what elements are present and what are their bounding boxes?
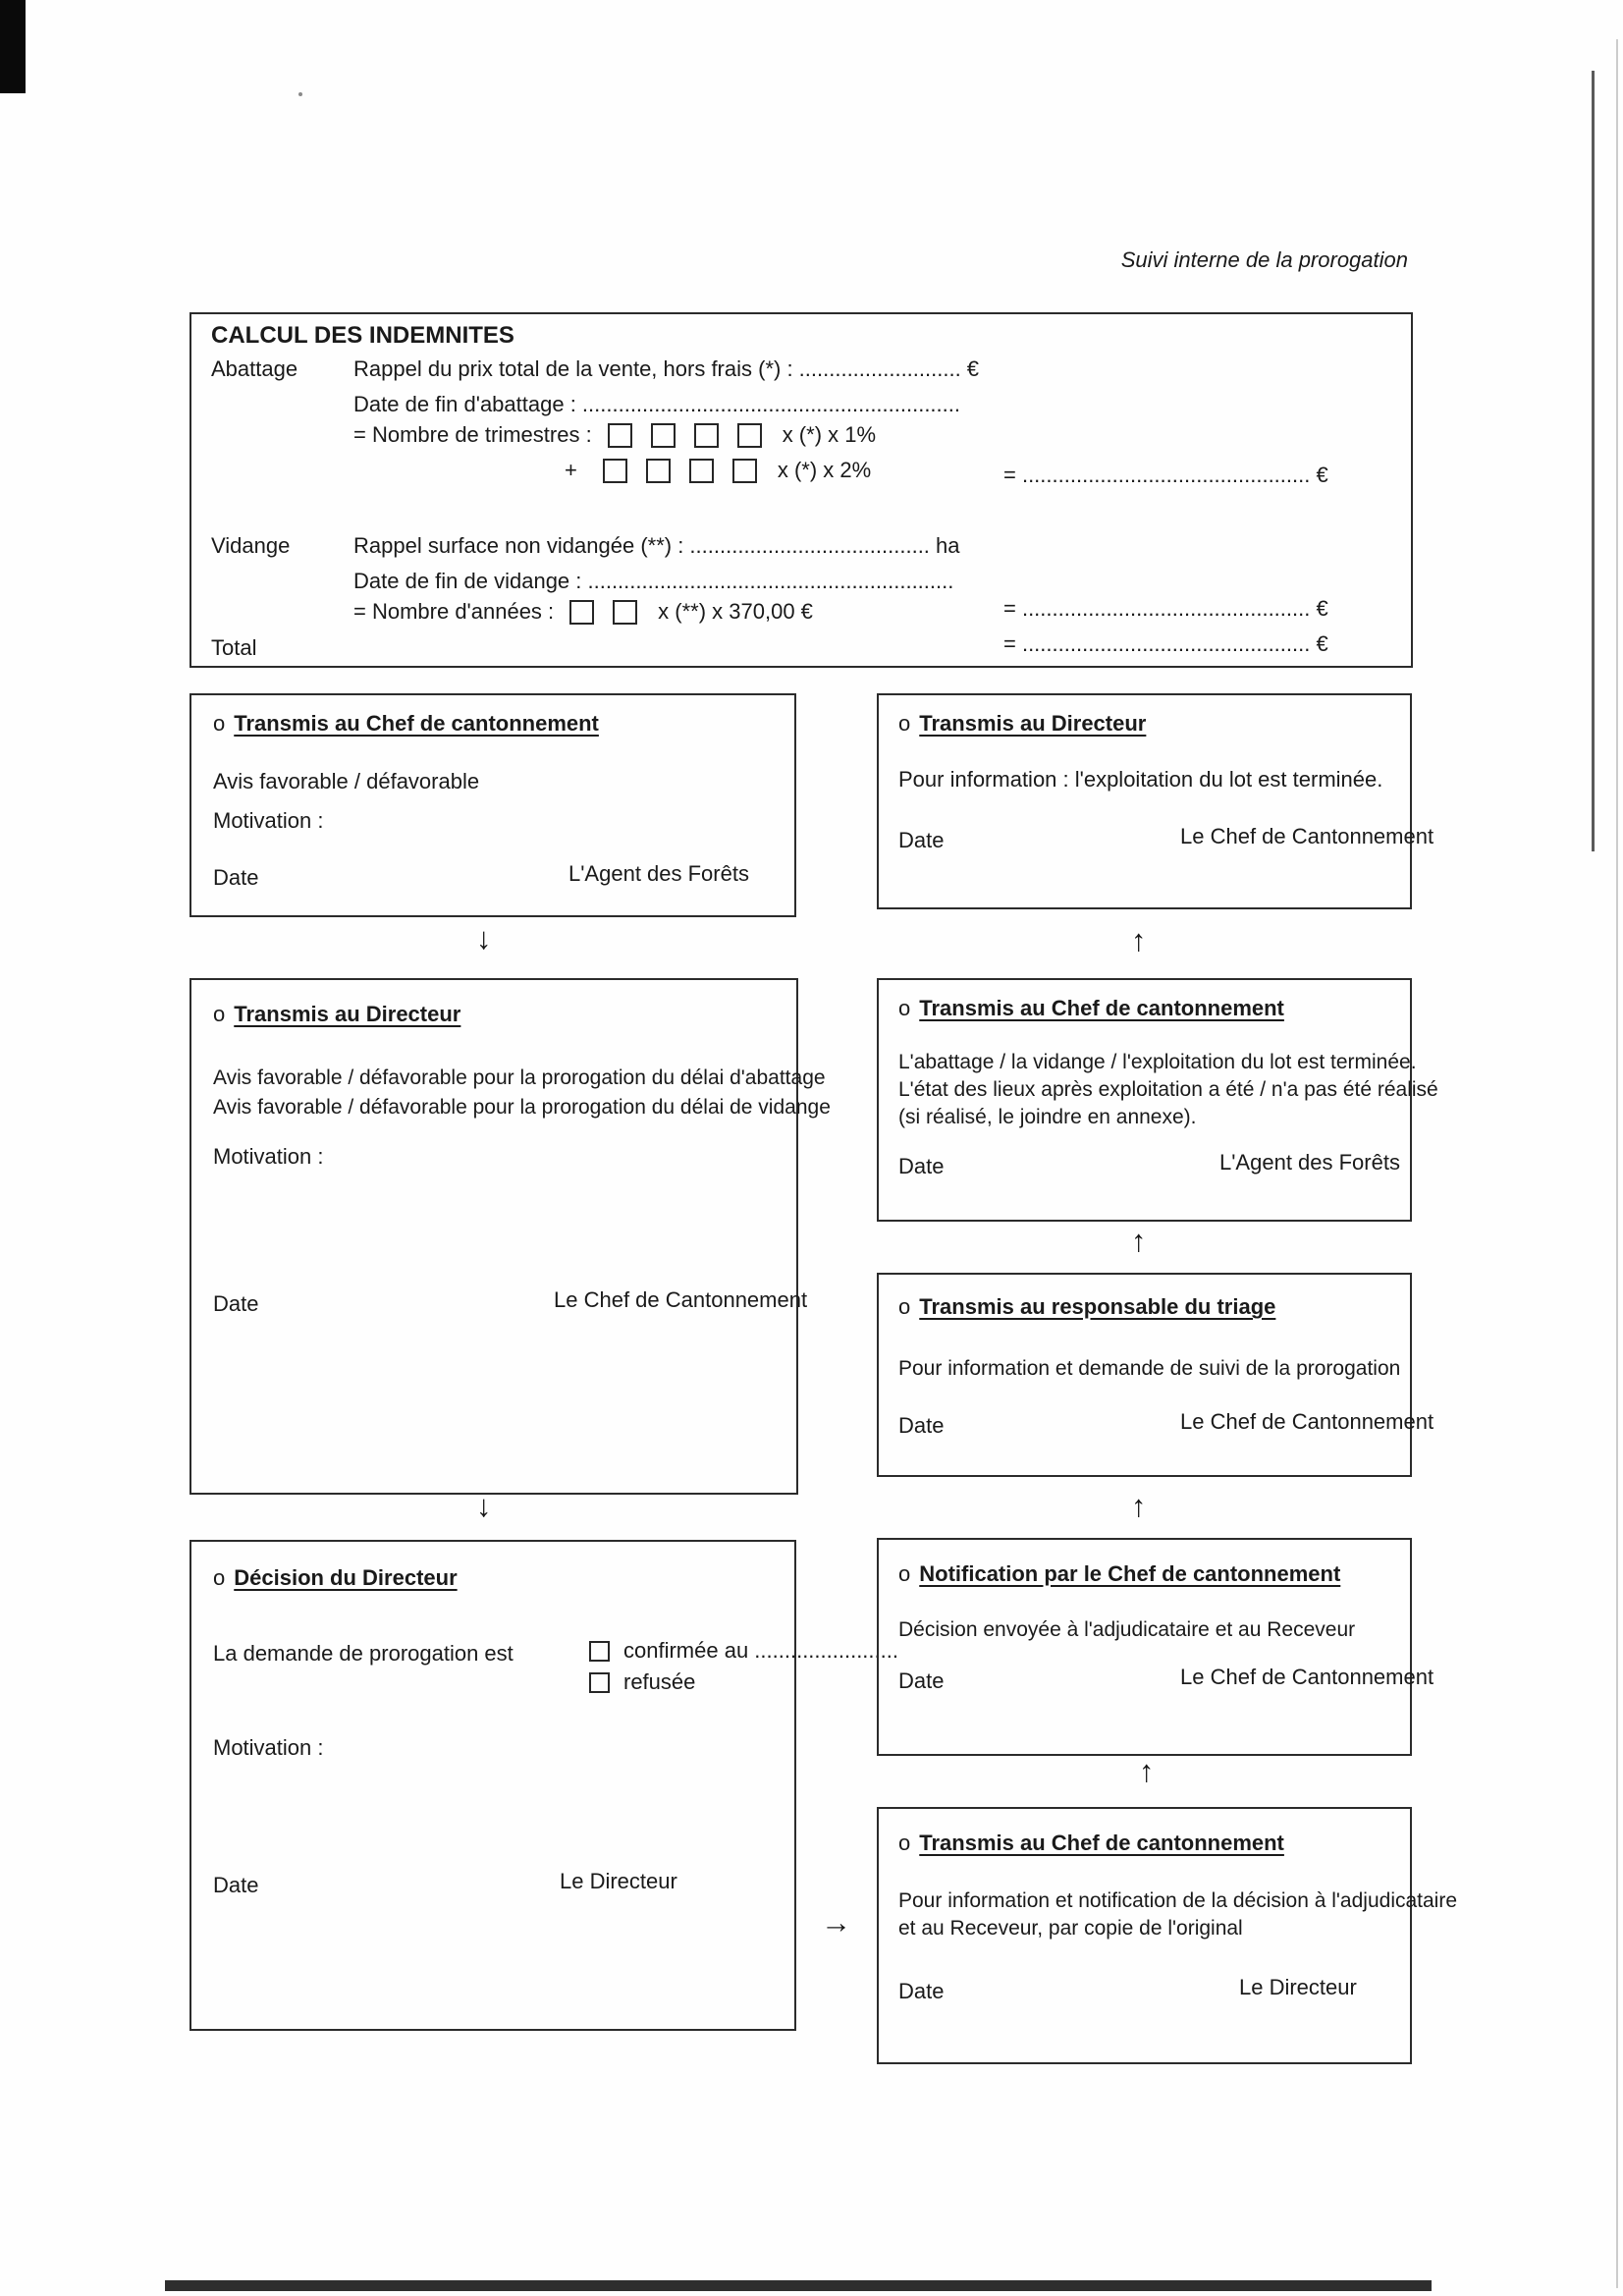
- trimestres-suffix-2: x (*) x 2%: [777, 458, 872, 482]
- decision-option-refusee: [589, 1669, 695, 1695]
- flow-arrow-down-2: ↓: [476, 1489, 492, 1523]
- trimestre-checkbox-4: [737, 423, 762, 448]
- trimestre-checkbox-7: [689, 459, 714, 483]
- box-title: Transmis au Directeur: [919, 711, 1147, 736]
- box-title: Transmis au Chef de cantonnement: [919, 1831, 1284, 1855]
- total-result: = ................................................ €: [1003, 631, 1328, 656]
- plus-sign: +: [565, 458, 577, 482]
- bullet: o: [213, 711, 226, 736]
- abattage-line-2: Date de fin d'abattage : ...............................................................: [353, 392, 960, 416]
- body-line-1: Pour information et notification de la décision à l'adjudicataire: [898, 1889, 1458, 1912]
- box-title: Transmis au Directeur: [234, 1002, 461, 1026]
- scan-artifact-corner-bar: [0, 0, 26, 93]
- trimestres-prefix: = Nombre de trimestres :: [353, 422, 592, 447]
- refusee-label: refusée: [623, 1669, 696, 1694]
- body-line-3: (si réalisé, le joindre en annexe).: [898, 1106, 1197, 1128]
- bullet: o: [898, 996, 911, 1020]
- vidange-line-2: Date de fin de vidange : .............................................................: [353, 569, 954, 593]
- date-label: Date: [898, 828, 945, 852]
- signer-label: Le Chef de Cantonnement: [1180, 824, 1434, 848]
- date-label: Date: [898, 1668, 945, 1693]
- body-line-2: et au Receveur, par copie de l'original: [898, 1917, 1243, 1940]
- scan-artifact-right-edge-line: [1616, 39, 1618, 2288]
- motivation-label: Motivation :: [213, 1735, 324, 1760]
- bullet: o: [898, 1831, 911, 1855]
- box-notification-chef-cantonnement: [877, 1538, 1434, 1756]
- body-line-1: L'abattage / la vidange / l'exploitation du lot est terminée.: [898, 1051, 1417, 1073]
- bullet: o: [898, 1561, 911, 1586]
- date-label: Date: [898, 1413, 945, 1438]
- bullet: o: [213, 1002, 226, 1026]
- box-decision-directeur: [189, 1540, 898, 2031]
- body-line-1: Décision envoyée à l'adjudicataire et au Receveur: [898, 1618, 1356, 1641]
- info-line: Pour information : l'exploitation du lot est terminée.: [898, 767, 1383, 792]
- flow-arrow-up-1: ↑: [1131, 923, 1147, 957]
- annees-row: [353, 599, 813, 625]
- avis-line-1: Avis favorable / défavorable pour la prorogation du délai d'abattage: [213, 1066, 826, 1089]
- signer-label: Le Chef de Cantonnement: [1180, 1409, 1434, 1434]
- abattage-result: = ................................................ €: [1003, 463, 1328, 487]
- signer-label: Le Chef de Cantonnement: [554, 1287, 808, 1312]
- flow-arrow-up-4: ↑: [1139, 1754, 1155, 1788]
- trimestres-row-2: [565, 458, 871, 483]
- vidange-label: Vidange: [211, 533, 291, 558]
- box-transmis-responsable-triage: [877, 1273, 1434, 1477]
- box-transmis-chef-cantonnement-termine: [877, 978, 1438, 1222]
- bullet: o: [898, 1294, 911, 1319]
- signer-label: Le Directeur: [560, 1869, 677, 1893]
- flow-arrow-right-1: →: [821, 1905, 851, 1940]
- decision-intro: La demande de prorogation est: [213, 1641, 514, 1666]
- annee-checkbox-1: [569, 600, 594, 625]
- motivation-label: Motivation :: [213, 1144, 324, 1169]
- date-label: Date: [213, 1873, 259, 1897]
- abattage-label: Abattage: [211, 356, 298, 381]
- date-label: Date: [213, 1291, 259, 1316]
- vidange-line-1: Rappel surface non vidangée (**) : ........................................ ha: [353, 533, 960, 558]
- date-label: Date: [898, 1979, 945, 2003]
- signer-label: Le Directeur: [1239, 1975, 1357, 1999]
- page-header-note: Suivi interne de la prorogation: [1120, 247, 1408, 272]
- flow-arrow-up-2: ↑: [1131, 1224, 1147, 1258]
- box-title: Notification par le Chef de cantonnement: [919, 1561, 1341, 1586]
- signer-label: L'Agent des Forêts: [568, 861, 749, 886]
- trimestre-checkbox-6: [646, 459, 671, 483]
- box-title: Transmis au Chef de cantonnement: [234, 711, 599, 736]
- calc-indemnites-box: [189, 312, 1413, 668]
- calc-title: CALCUL DES INDEMNITES: [211, 322, 514, 349]
- trimestre-checkbox-3: [694, 423, 719, 448]
- scan-artifact-right-line-dark: [1592, 71, 1595, 851]
- abattage-line-1: Rappel du prix total de la vente, hors frais (*) : ........................... €: [353, 356, 980, 381]
- scan-artifact-bottom-bar: [165, 2280, 1432, 2291]
- bullet: o: [213, 1565, 226, 1590]
- bullet: o: [898, 711, 911, 736]
- trimestres-suffix: x (*) x 1%: [782, 422, 877, 447]
- trimestres-row-1: [353, 422, 876, 448]
- trimestre-checkbox-1: [608, 423, 632, 448]
- date-label: Date: [213, 865, 259, 890]
- confirmee-checkbox: [589, 1641, 610, 1662]
- total-label: Total: [211, 635, 257, 660]
- annee-checkbox-2: [613, 600, 637, 625]
- box-title: Décision du Directeur: [234, 1565, 458, 1590]
- annees-prefix: = Nombre d'années :: [353, 599, 555, 624]
- box-title: Transmis au responsable du triage: [919, 1294, 1276, 1319]
- signer-label: L'Agent des Forêts: [1219, 1150, 1400, 1175]
- flow-arrow-down-1: ↓: [476, 921, 492, 956]
- avis-line-2: Avis favorable / défavorable pour la prorogation du délai de vidange: [213, 1096, 831, 1119]
- annees-suffix: x (**) x 370,00 €: [658, 599, 813, 624]
- box-transmis-directeur-avis: [189, 978, 831, 1495]
- trimestre-checkbox-8: [732, 459, 757, 483]
- flow-arrow-up-3: ↑: [1131, 1489, 1147, 1523]
- trimestre-checkbox-5: [603, 459, 627, 483]
- motivation-label: Motivation :: [213, 808, 324, 833]
- vidange-result: = ................................................ €: [1003, 596, 1328, 621]
- box-title: Transmis au Chef de cantonnement: [919, 996, 1284, 1020]
- scan-artifact-dot: [298, 92, 302, 96]
- box-transmis-chef-cantonnement-avis: [189, 693, 796, 917]
- signer-label: Le Chef de Cantonnement: [1180, 1665, 1434, 1689]
- body-line-2: L'état des lieux après exploitation a été / n'a pas été réalisé: [898, 1078, 1438, 1101]
- box-transmis-chef-cantonnement-notification: [877, 1807, 1458, 2064]
- avis-line: Avis favorable / défavorable: [213, 769, 480, 793]
- box-transmis-directeur-info: [877, 693, 1434, 909]
- trimestre-checkbox-2: [651, 423, 676, 448]
- confirmee-label: confirmée au ........................: [623, 1638, 898, 1663]
- refusee-checkbox: [589, 1672, 610, 1693]
- body-line-1: Pour information et demande de suivi de la prorogation: [898, 1357, 1401, 1380]
- decision-option-confirmee: [589, 1638, 898, 1664]
- date-label: Date: [898, 1154, 945, 1178]
